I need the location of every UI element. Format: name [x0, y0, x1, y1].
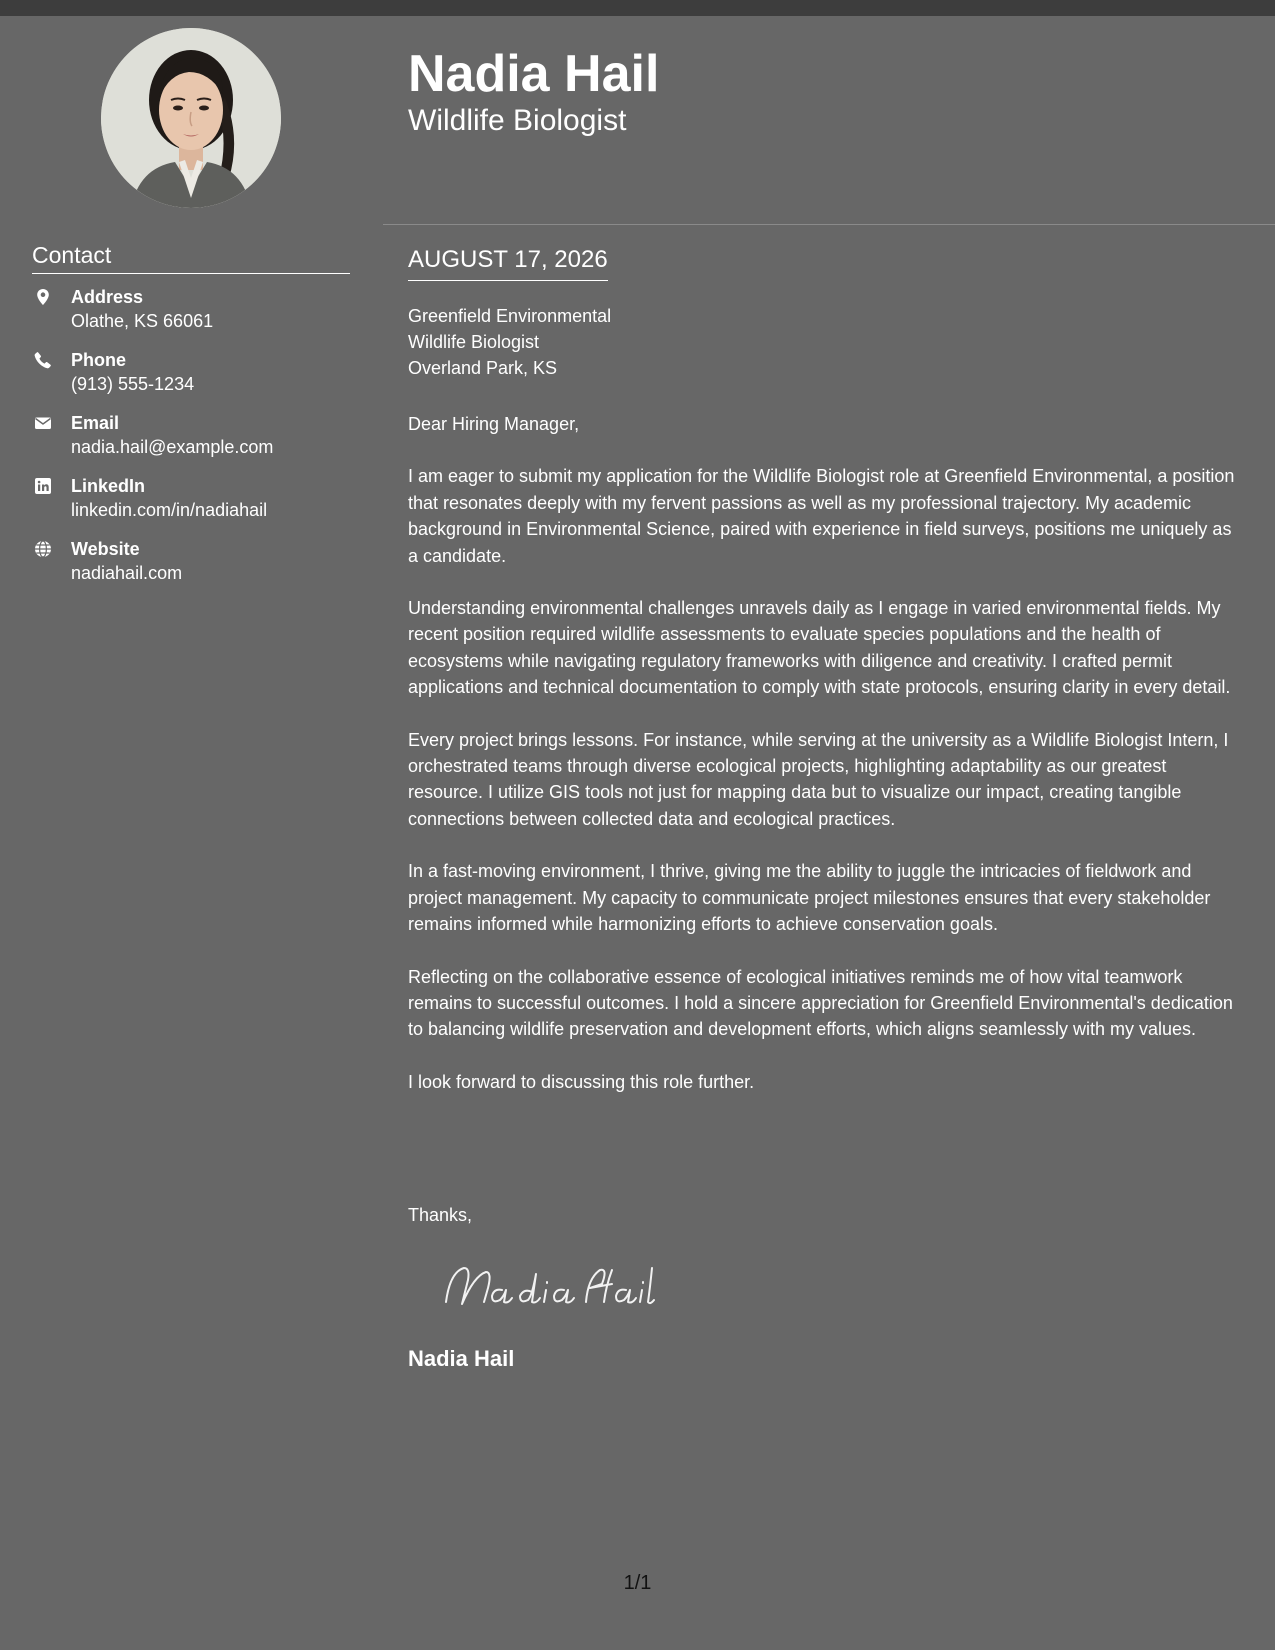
contact-phone: [32, 348, 362, 411]
map-pin-icon: [34, 288, 52, 306]
contact-website-label: Website: [71, 539, 140, 559]
body-paragraph: In a fast-moving environment, I thrive, giving me the ability to juggle the intricacies of fieldwork and project management. My capacity to communicate project milestones ensures that every stakeholder remains informed while harmonizing efforts to achieve conservation goals.: [408, 861, 1211, 935]
body-paragraph: Every project brings lessons. For instance, while serving at the university as a Wildlife Biologist Intern, I orchestrated teams through diverse ecological projects, highlighting adaptability as our greatest resource. I utilize GIS tools not just for mapping data but to visualize our impact, creating tangible connections between collected data and ecological practices.: [408, 729, 1229, 829]
body-paragraph: Reflecting on the collaborative essence of ecological initiatives reminds me of how vital teamwork remains to successful outcomes. I hold a sincere appreciation for Greenfield Environmental's dedication to balancing wildlife preservation and development efforts, which aligns seamlessly with my values.: [408, 966, 1233, 1040]
recipient-location: Overland Park, KS: [408, 358, 558, 378]
linkedin-icon: [34, 477, 52, 495]
contact-phone-label: Phone: [71, 350, 127, 370]
envelope-icon: [34, 414, 52, 432]
contact-heading: Contact: [32, 241, 350, 274]
contact-email-value[interactable]: nadia.hail@example.com: [71, 437, 274, 457]
body-paragraph: I look forward to discussing this role further.: [408, 1071, 755, 1092]
body-paragraph: I am eager to submit my application for the Wildlife Biologist role at Greenfield Environmental, a position that resonates deeply with my fervent passions as well as my professional trajectory. My academic background in Environmental Science, paired with experience in field surveys, positions me uniquely as a candidate.: [408, 466, 1235, 566]
phone-icon: [34, 351, 52, 369]
recipient-company: Greenfield Environmental: [408, 306, 612, 326]
header-divider: [383, 224, 1275, 225]
avatar: [101, 28, 281, 208]
letter-body: [408, 411, 1240, 1121]
recipient-block: [408, 303, 611, 381]
contact-website-value[interactable]: nadiahail.com: [71, 563, 183, 583]
body-paragraph: Understanding environmental challenges unravels daily as I engage in varied environmental fields. My recent position required wildlife assessments to evaluate species populations and the health of ecosystems while navigating regulatory frameworks with diligence and creativity. I crafted permit applications and technical documentation to comply with state protocols, ensuring clarity in every detail.: [408, 598, 1231, 698]
contact-address-label: Address: [71, 287, 144, 307]
contact-linkedin-value[interactable]: linkedin.com/in/nadiahail: [71, 500, 268, 520]
letter-date: AUGUST 17, 2026: [408, 245, 608, 281]
globe-icon: [34, 540, 52, 558]
top-strip: [0, 0, 1275, 16]
contact-phone-value[interactable]: (913) 555-1234: [71, 374, 195, 394]
signer-name: Nadia Hail: [408, 1346, 515, 1371]
contact-email-label: Email: [71, 413, 120, 433]
contact-linkedin-label: LinkedIn: [71, 476, 146, 496]
contact-website: [32, 537, 362, 600]
header-name: Nadia Hail: [408, 45, 660, 103]
signature-image: [440, 1258, 660, 1318]
contact-list: [32, 285, 362, 600]
contact-linkedin: [32, 474, 362, 537]
page-indicator: 1/1: [623, 1572, 652, 1594]
contact-email: [32, 411, 362, 474]
recipient-position: Wildlife Biologist: [408, 332, 540, 352]
header-job-title: Wildlife Biologist: [408, 104, 627, 137]
salutation: Dear Hiring Manager,: [408, 414, 580, 434]
closing: Thanks,: [408, 1205, 473, 1225]
contact-address: [32, 285, 362, 348]
avatar-portrait: [101, 28, 281, 208]
contact-address-value: Olathe, KS 66061: [71, 311, 214, 331]
